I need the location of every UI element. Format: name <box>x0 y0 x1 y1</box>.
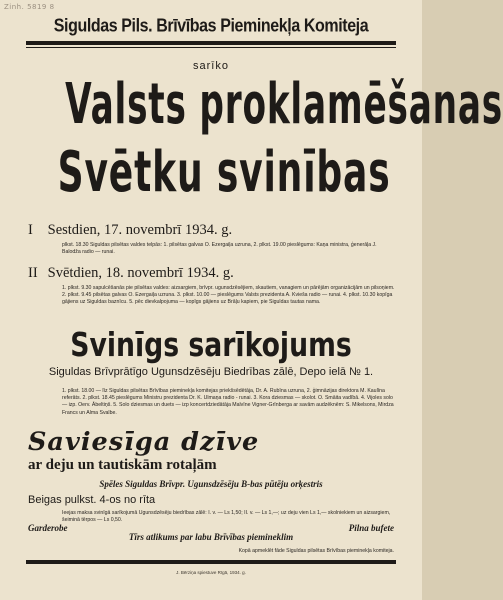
day-2-number: II <box>28 265 38 281</box>
top-rule <box>26 41 396 45</box>
social-title: Saviesīga dzīve <box>28 427 260 456</box>
band-line: Spēles Siguldas Brīvpr. Ugunsdzēsēju B-bas pūtēju orķestris <box>99 479 323 489</box>
day-1-date: Sestdien, 17. novembrī 1934. g. <box>47 222 233 238</box>
ticket-sales: Kopā apmeklēt fāde Siguldas pilsētas Brīvības pieminekļa komiteja. <box>238 548 394 554</box>
day-1-heading <box>28 222 232 239</box>
proceeds-line: Tīrs atlikums par labu Brīvības piemineklim <box>128 532 294 542</box>
title-line-1: Valsts proklamēšanas <box>65 72 503 138</box>
concert-venue: Siguldas Brīvprātīgo Ugunsdzēsēju Biedrības zālē, Depo ielā № 1. <box>48 366 374 378</box>
archive-annotation: Zinh. 5819 8 <box>4 3 55 11</box>
dance-line: ar deju un tautiskām rotaļām <box>28 457 217 473</box>
day-2-heading <box>28 265 234 282</box>
day-2-details: 1. plkst. 9.30 sapulcēšanās pie pilsētas valdes: aizsargiem, brīvpr. ugunsdzēsējiem, skautiem, vanagiem un pārējām organizācijām un pilsoņiem. 2. plkst. 9.45 pilsētas galvas O. Ezergaiļa uzruna. 3. plkst. 10.00 — pieslēgums Valsts prezidenta A. Kvieša radio — runai. 4. plkst. 10.30 kopīga gājiens uz Siguldas baznīcu. 5. pēc dievkalpojuma — kopīgs gājiens uz Brāļu kapiem, pie Siguldas tautas nama. <box>62 285 395 306</box>
day-1-details: plkst. 18.30 Siguldas pilsētas valdes telpās: 1. pilsētas galvas O. Ezergaiļa uzruna, 2. plkst. 19.00 pieslēgums: Kaņa ministra, ģenerāļa J. Balodža radio — runai. <box>62 242 377 256</box>
title-line-2: Svētku svinības <box>57 140 391 206</box>
day-2-date: Svētdien, 18. novembrī 1934. g. <box>47 265 234 281</box>
wardrobe-label: Garderobe <box>28 523 68 533</box>
concert-title: Svinīgs sarīkojums <box>70 325 352 365</box>
day-1-number: I <box>28 222 33 238</box>
buffet-label: Pilna bufete <box>348 523 394 533</box>
tickets-info: Ieejas maksa svinīgā sarīkojumā Ugunsdzēsēju biedrības zālē: I. v. — Ls 1,50; II. v. — Ls 1,—; uz deju vien Ls 1,— skolniekiem un aizsargiem, šeiminā tērpos — Ls 0,50. <box>62 510 391 524</box>
organizes-text: sarīko <box>193 60 229 72</box>
top-rule-thin <box>26 47 396 48</box>
end-time: Beigas pulkst. 4-os no rīta <box>28 494 156 506</box>
committee-header: Siguldas Pils. Brīvības Pieminekļa Komiteja <box>53 16 369 37</box>
bottom-rule <box>26 560 396 564</box>
printer-imprint: J. Bērziņa spiestuve Rīgā, 1934. g. <box>176 570 246 575</box>
concert-details: 1. plkst. 18.00 — līz Siguldas pilsētas Brīvības pieminekļa komitejas priekšsēdētāja, Dr. A. Rubīna uzruna, 2. ģimnāzijas direktora M. Kaulīna referāts. 2. plkst. 18.45 pieslēgums Ministru prezidenta Dr. K. Ulmaņa radio - runai. 3. Kora dziesmas — skolot. O. Smāita vadībā. 4. Vijoles solo — izp. Oerv. Ābeltiņš. 5. Solo dziesmas un duets — izp koncertdziedātāja Malvīne Vigner-Grīnberga ar savām audzēknēm: S. Mikelsons, Mirdza Francs un Alma Svalbe. <box>62 388 394 416</box>
